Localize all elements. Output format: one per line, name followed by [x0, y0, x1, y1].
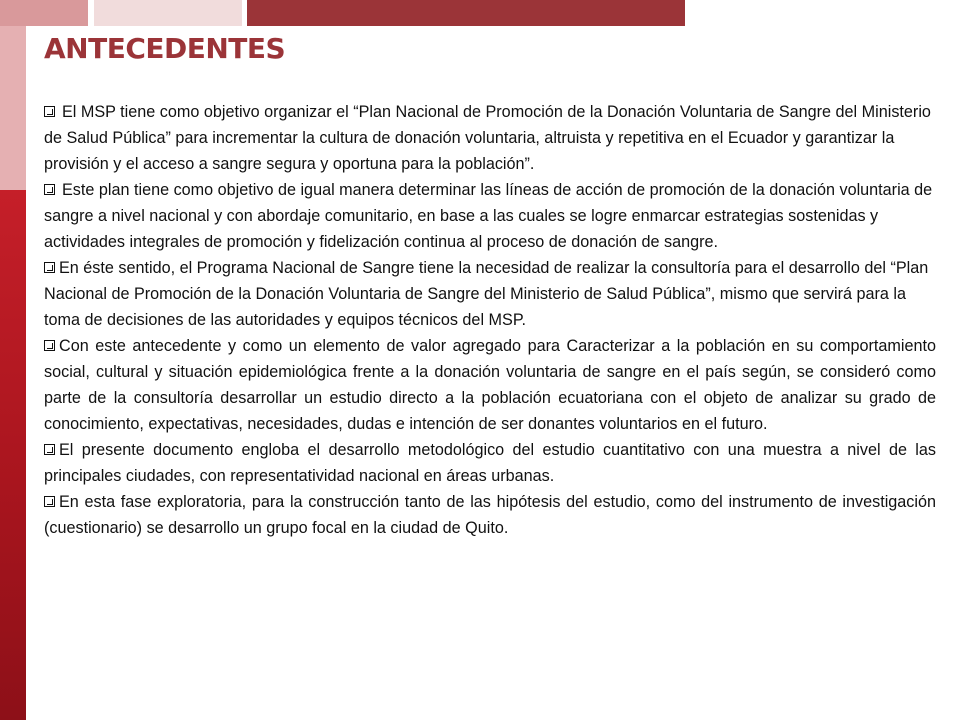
- bullet-list: [44, 99, 936, 541]
- bullet-paragraph-4: [44, 333, 936, 437]
- square-bullet-icon: [44, 184, 55, 195]
- top-decor-bar-pale: [94, 0, 242, 26]
- bullet-text: El presente documento engloba el desarrollo metodológico del estudio cuantitativo con una muestra a nivel de las principales ciudades, con representatividad nacional en áreas urbanas.: [44, 441, 936, 485]
- top-decor-bar-light: [0, 0, 88, 26]
- bullet-paragraph-5: [44, 437, 936, 489]
- top-decor-bar-dark: [247, 0, 685, 26]
- side-decor-bar-red: [0, 190, 26, 720]
- square-bullet-icon: [44, 262, 55, 273]
- square-bullet-icon: [44, 340, 55, 351]
- slide-title: ANTECEDENTES: [44, 32, 286, 65]
- bullet-paragraph-2: [44, 177, 936, 255]
- square-bullet-icon: [44, 444, 55, 455]
- bullet-text: En éste sentido, el Programa Nacional de Sangre tiene la necesidad de realizar la consultoría para el desarrollo del “Plan Nacional de Promoción de la Donación Voluntaria de Sangre del Ministerio de Salud Pública”, mismo que servirá para la toma de decisiones de las autoridades y equipos técnicos del MSP.: [44, 259, 929, 329]
- bullet-text: Este plan tiene como objetivo de igual manera determinar las líneas de acción de promoción de la donación voluntaria de sangre a nivel nacional y con abordaje comunitario, en base a las cuales se logre enmarcar estrategias sostenidas y actividades integrales de promoción y fidelización continua al proceso de donación de sangre.: [44, 181, 933, 251]
- bullet-text: El MSP tiene como objetivo organizar el “Plan Nacional de Promoción de la Donación Voluntaria de Sangre del Ministerio de Salud Pública” para incrementar la cultura de donación voluntaria, altruista y repetitiva en el Ecuador y garantizar la provisión y el acceso a sangre segura y oportuna para la población”.: [44, 103, 931, 173]
- square-bullet-icon: [44, 496, 55, 507]
- bullet-text: Con este antecedente y como un elemento de valor agregado para Caracterizar a la población en su comportamiento social, cultural y situación epidemiológica frente a la donación voluntaria de sangre en el país según, se consideró como parte de la consultoría desarrollar un estudio directo a la población ecuatoriana con el objeto de analizar su grado de conocimiento, expectativas, necesidades, dudas e intención de ser donantes voluntarios en el futuro.: [44, 337, 936, 433]
- bullet-paragraph-6: [44, 489, 936, 541]
- bullet-paragraph-1: [44, 99, 936, 177]
- square-bullet-icon: [44, 106, 55, 117]
- bullet-text: En esta fase exploratoria, para la construcción tanto de las hipótesis del estudio, como del instrumento de investigación (cuestionario) se desarrollo un grupo focal en la ciudad de Quito.: [44, 493, 936, 537]
- side-decor-bar-light: [0, 26, 26, 190]
- bullet-paragraph-3: [44, 255, 936, 333]
